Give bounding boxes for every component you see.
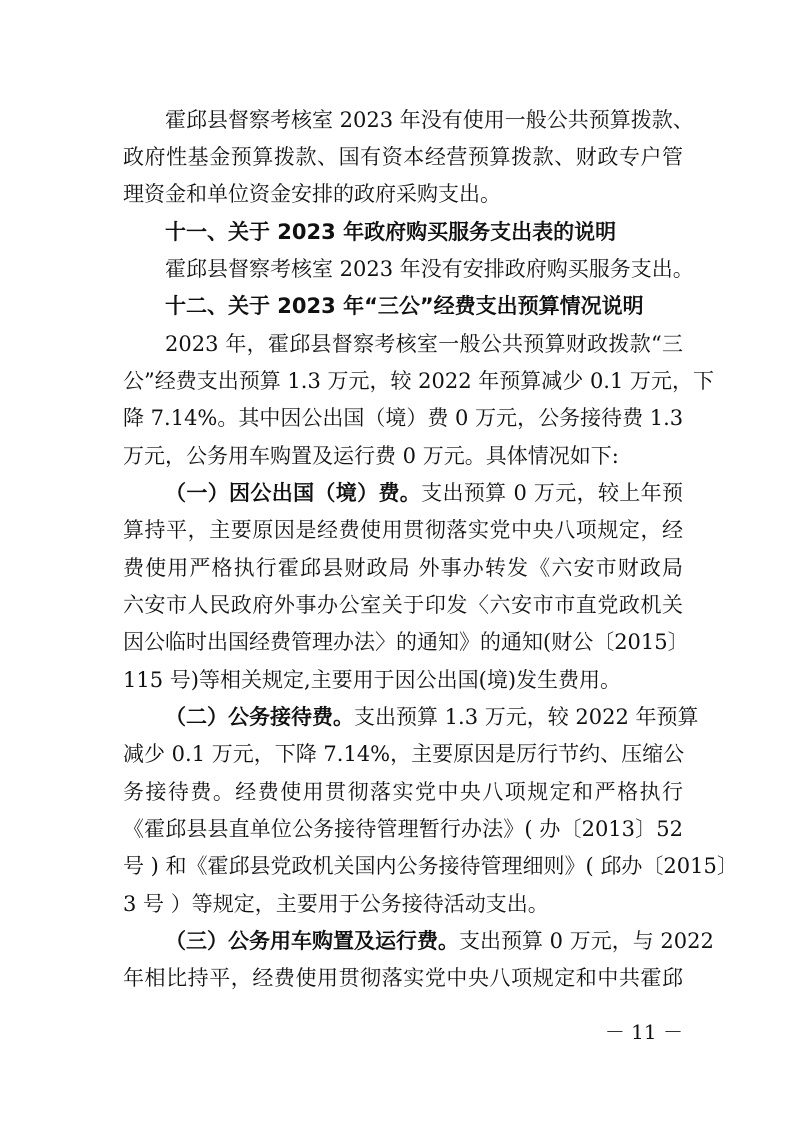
subsection-2-line-1 (165, 703, 699, 731)
subsection-1-line-4: 六安市人民政府外事办公室关于印发〈六安市市直党政机关 (123, 593, 683, 617)
paragraph-services: 霍邱县督察考核室 2023 年没有安排政府购买服务支出。 (165, 257, 694, 281)
subsection-2-title: （二）公务接待费。 (165, 705, 354, 729)
subsection-2-line-6: 3 号 ）等规定，主要用于公务接待活动支出。 (123, 892, 549, 916)
page-number: － 11 － (604, 1020, 683, 1044)
paragraph-three-public-line-4: 万元，公务用车购置及运行费 0 万元。具体情况如下: (123, 444, 619, 468)
paragraph-procurement-line-1: 霍邱县督察考核室 2023 年没有使用一般公共预算拨款、 (165, 108, 694, 132)
subsection-1-line-5: 因公临时出国经费管理办法〉的通知》的通知(财公〔2015〕 (123, 630, 689, 654)
subsection-2-line-2: 减少 0.1 万元，下降 7.14%，主要原因是厉行节约、压缩公 (123, 742, 685, 766)
paragraph-procurement-line-3: 理资金和单位资金安排的政府采购支出。 (123, 182, 501, 206)
section-heading-11: 十一、关于 2023 年政府购买服务支出表的说明 (165, 220, 617, 244)
subsection-2-line-5: 号 ) 和《霍邱县党政机关国内公务接待管理细则》( 邱办〔2015〕 (123, 854, 738, 878)
subsection-3-line-2: 年相比持平，经费使用贯彻落实党中央八项规定和中共霍邱 (123, 966, 683, 990)
subsection-1-line-3: 费使用严格执行霍邱县财政局 外事办转发《六安市财政局 (123, 556, 683, 580)
paragraph-three-public-line-3: 降 7.14%。其中因公出国（境）费 0 万元，公务接待费 1.3 (123, 406, 684, 430)
subsection-1-line-6: 115 号)等相关规定,主要用于因公出国(境)发生费用。 (123, 668, 622, 692)
subsection-3-line-1 (165, 927, 714, 955)
section-heading-12: 十二、关于 2023 年“三公”经费支出预算情况说明 (165, 294, 644, 318)
paragraph-procurement-line-2: 政府性基金预算拨款、国有资本经营预算拨款、财政专户管 (123, 145, 683, 169)
subsection-1-line-1 (165, 479, 683, 507)
subsection-3-line-1-text: 支出预算 0 万元，与 2022 (459, 929, 714, 953)
subsection-1-title: （一）因公出国（境）费。 (165, 481, 422, 505)
subsection-2-line-4: 《霍邱县县直单位公务接待管理暂行办法》( 办〔2013〕52 (123, 817, 683, 841)
paragraph-three-public-line-1: 2023 年，霍邱县督察考核室一般公共预算财政拨款“三 (165, 332, 683, 356)
paragraph-three-public-line-2: 公”经费支出预算 1.3 万元，较 2022 年预算减少 0.1 万元，下 (123, 369, 715, 393)
subsection-1-line-1-text: 支出预算 0 万元，较上年预 (421, 481, 683, 505)
subsection-1-line-2: 算持平，主要原因是经费使用贯彻落实党中央八项规定，经 (123, 518, 683, 542)
subsection-2-line-1-text: 支出预算 1.3 万元，较 2022 年预算 (354, 705, 699, 729)
subsection-2-line-3: 务接待费。经费使用贯彻落实党中央八项规定和严格执行 (123, 780, 683, 804)
subsection-3-title: （三）公务用车购置及运行费。 (165, 929, 459, 953)
